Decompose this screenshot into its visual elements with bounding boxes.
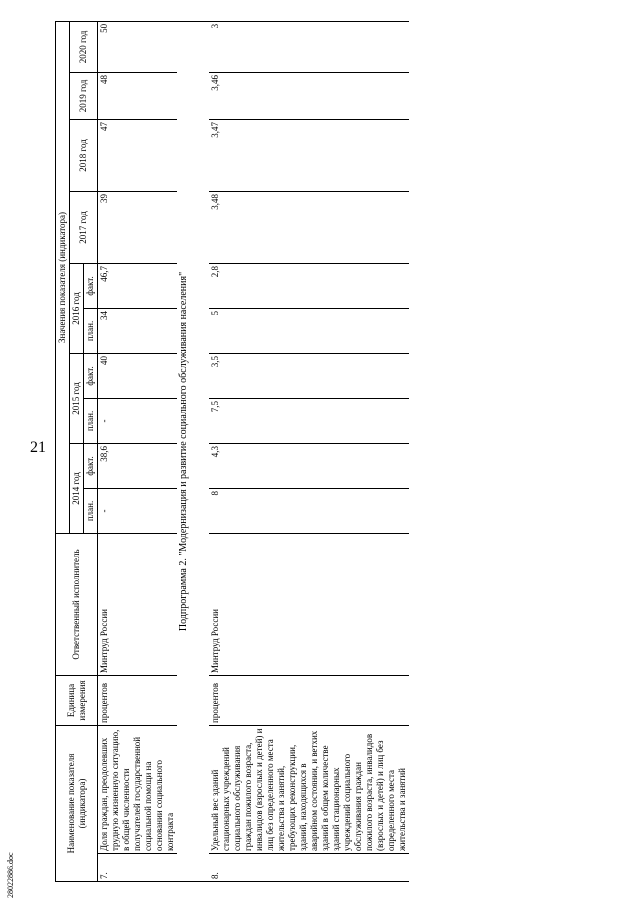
- header-plan: план.: [84, 488, 98, 533]
- indicators-table: [55, 21, 409, 882]
- value-2014-plan: -: [98, 488, 178, 533]
- value-2018: 3,47: [209, 119, 409, 191]
- value-2020: 50: [98, 21, 178, 72]
- value-2014-fact: 4,3: [209, 443, 409, 488]
- header-year-2020: 2020 год: [70, 21, 98, 72]
- header-executor: Ответственный исполнитель: [56, 533, 98, 675]
- indicator-name: Удельный вес зданий стационарных учреждений социального обслуживания граждан пожилого возраста, инвалидов (взрослых и детей) и лиц без определенного места жительства и занятий, требующих реконструкции, зданий, находящихся в аварийном состоянии, и ветхих зданий в общем количестве зданий стационарных учреждений социального обслуживания граждан пожилого возраста, инвалидов (взрослых и детей) и лиц без определенного места жительства и занятий: [209, 725, 409, 853]
- value-2014-plan: 8: [209, 488, 409, 533]
- header-year-2016: 2016 год: [70, 263, 84, 353]
- header-fact: факт.: [84, 263, 98, 308]
- value-2017: 39: [98, 191, 178, 263]
- header-year-2018: 2018 год: [70, 119, 98, 191]
- header-name: Наименование показателя (индикатора): [56, 725, 98, 881]
- value-2015-plan: -: [98, 398, 178, 443]
- header-year-2015: 2015 год: [70, 353, 84, 443]
- value-2020: 3: [209, 21, 409, 72]
- executor-cell: Минтруд России: [98, 533, 178, 675]
- value-2016-fact: 46,7: [98, 263, 178, 308]
- header-year-2014: 2014 год: [70, 443, 84, 533]
- page-number: 21: [30, 439, 46, 456]
- value-2017: 3,48: [209, 191, 409, 263]
- header-fact: факт.: [84, 443, 98, 488]
- table-row: [209, 21, 409, 881]
- executor-cell: Минтруд России: [209, 533, 409, 675]
- row-number: 7.: [98, 854, 178, 882]
- header-values-group: Значения показателя (индикатора): [56, 21, 70, 533]
- subprogram-title: Подпрограмма 2. "Модернизация и развитие социального обслуживания населения": [178, 271, 189, 632]
- value-2016-plan: 5: [209, 308, 409, 353]
- header-unit: Единица измерения: [56, 675, 98, 725]
- header-plan: план.: [84, 308, 98, 353]
- rotated-table-container: [55, 22, 615, 882]
- value-2014-fact: 38,6: [98, 443, 178, 488]
- unit-cell: процентов: [98, 675, 178, 725]
- table-row: [98, 21, 178, 881]
- indicator-name: Доля граждан, преодолевших трудную жизненную ситуацию, в общей численности получателей государственной социальной помощи на основании социального контракта: [98, 725, 178, 853]
- header-year-2017: 2017 год: [70, 191, 98, 263]
- row-number: 8.: [209, 854, 409, 882]
- header-plan: план.: [84, 398, 98, 443]
- value-2018: 47: [98, 119, 178, 191]
- value-2016-plan: 34: [98, 308, 178, 353]
- unit-cell: процентов: [209, 675, 409, 725]
- value-2019: 48: [98, 72, 178, 119]
- header-year-2019: 2019 год: [70, 72, 98, 119]
- document-footer: [6, 852, 26, 900]
- header-fact: факт.: [84, 353, 98, 398]
- value-2015-plan: 7,5: [209, 398, 409, 443]
- subprogram-row: [177, 21, 209, 881]
- value-2015-fact: 40: [98, 353, 178, 398]
- footer-docname: 28022886.doc: [6, 852, 15, 898]
- value-2015-fact: 3,5: [209, 353, 409, 398]
- value-2019: 3,46: [209, 72, 409, 119]
- value-2016-fact: 2,8: [209, 263, 409, 308]
